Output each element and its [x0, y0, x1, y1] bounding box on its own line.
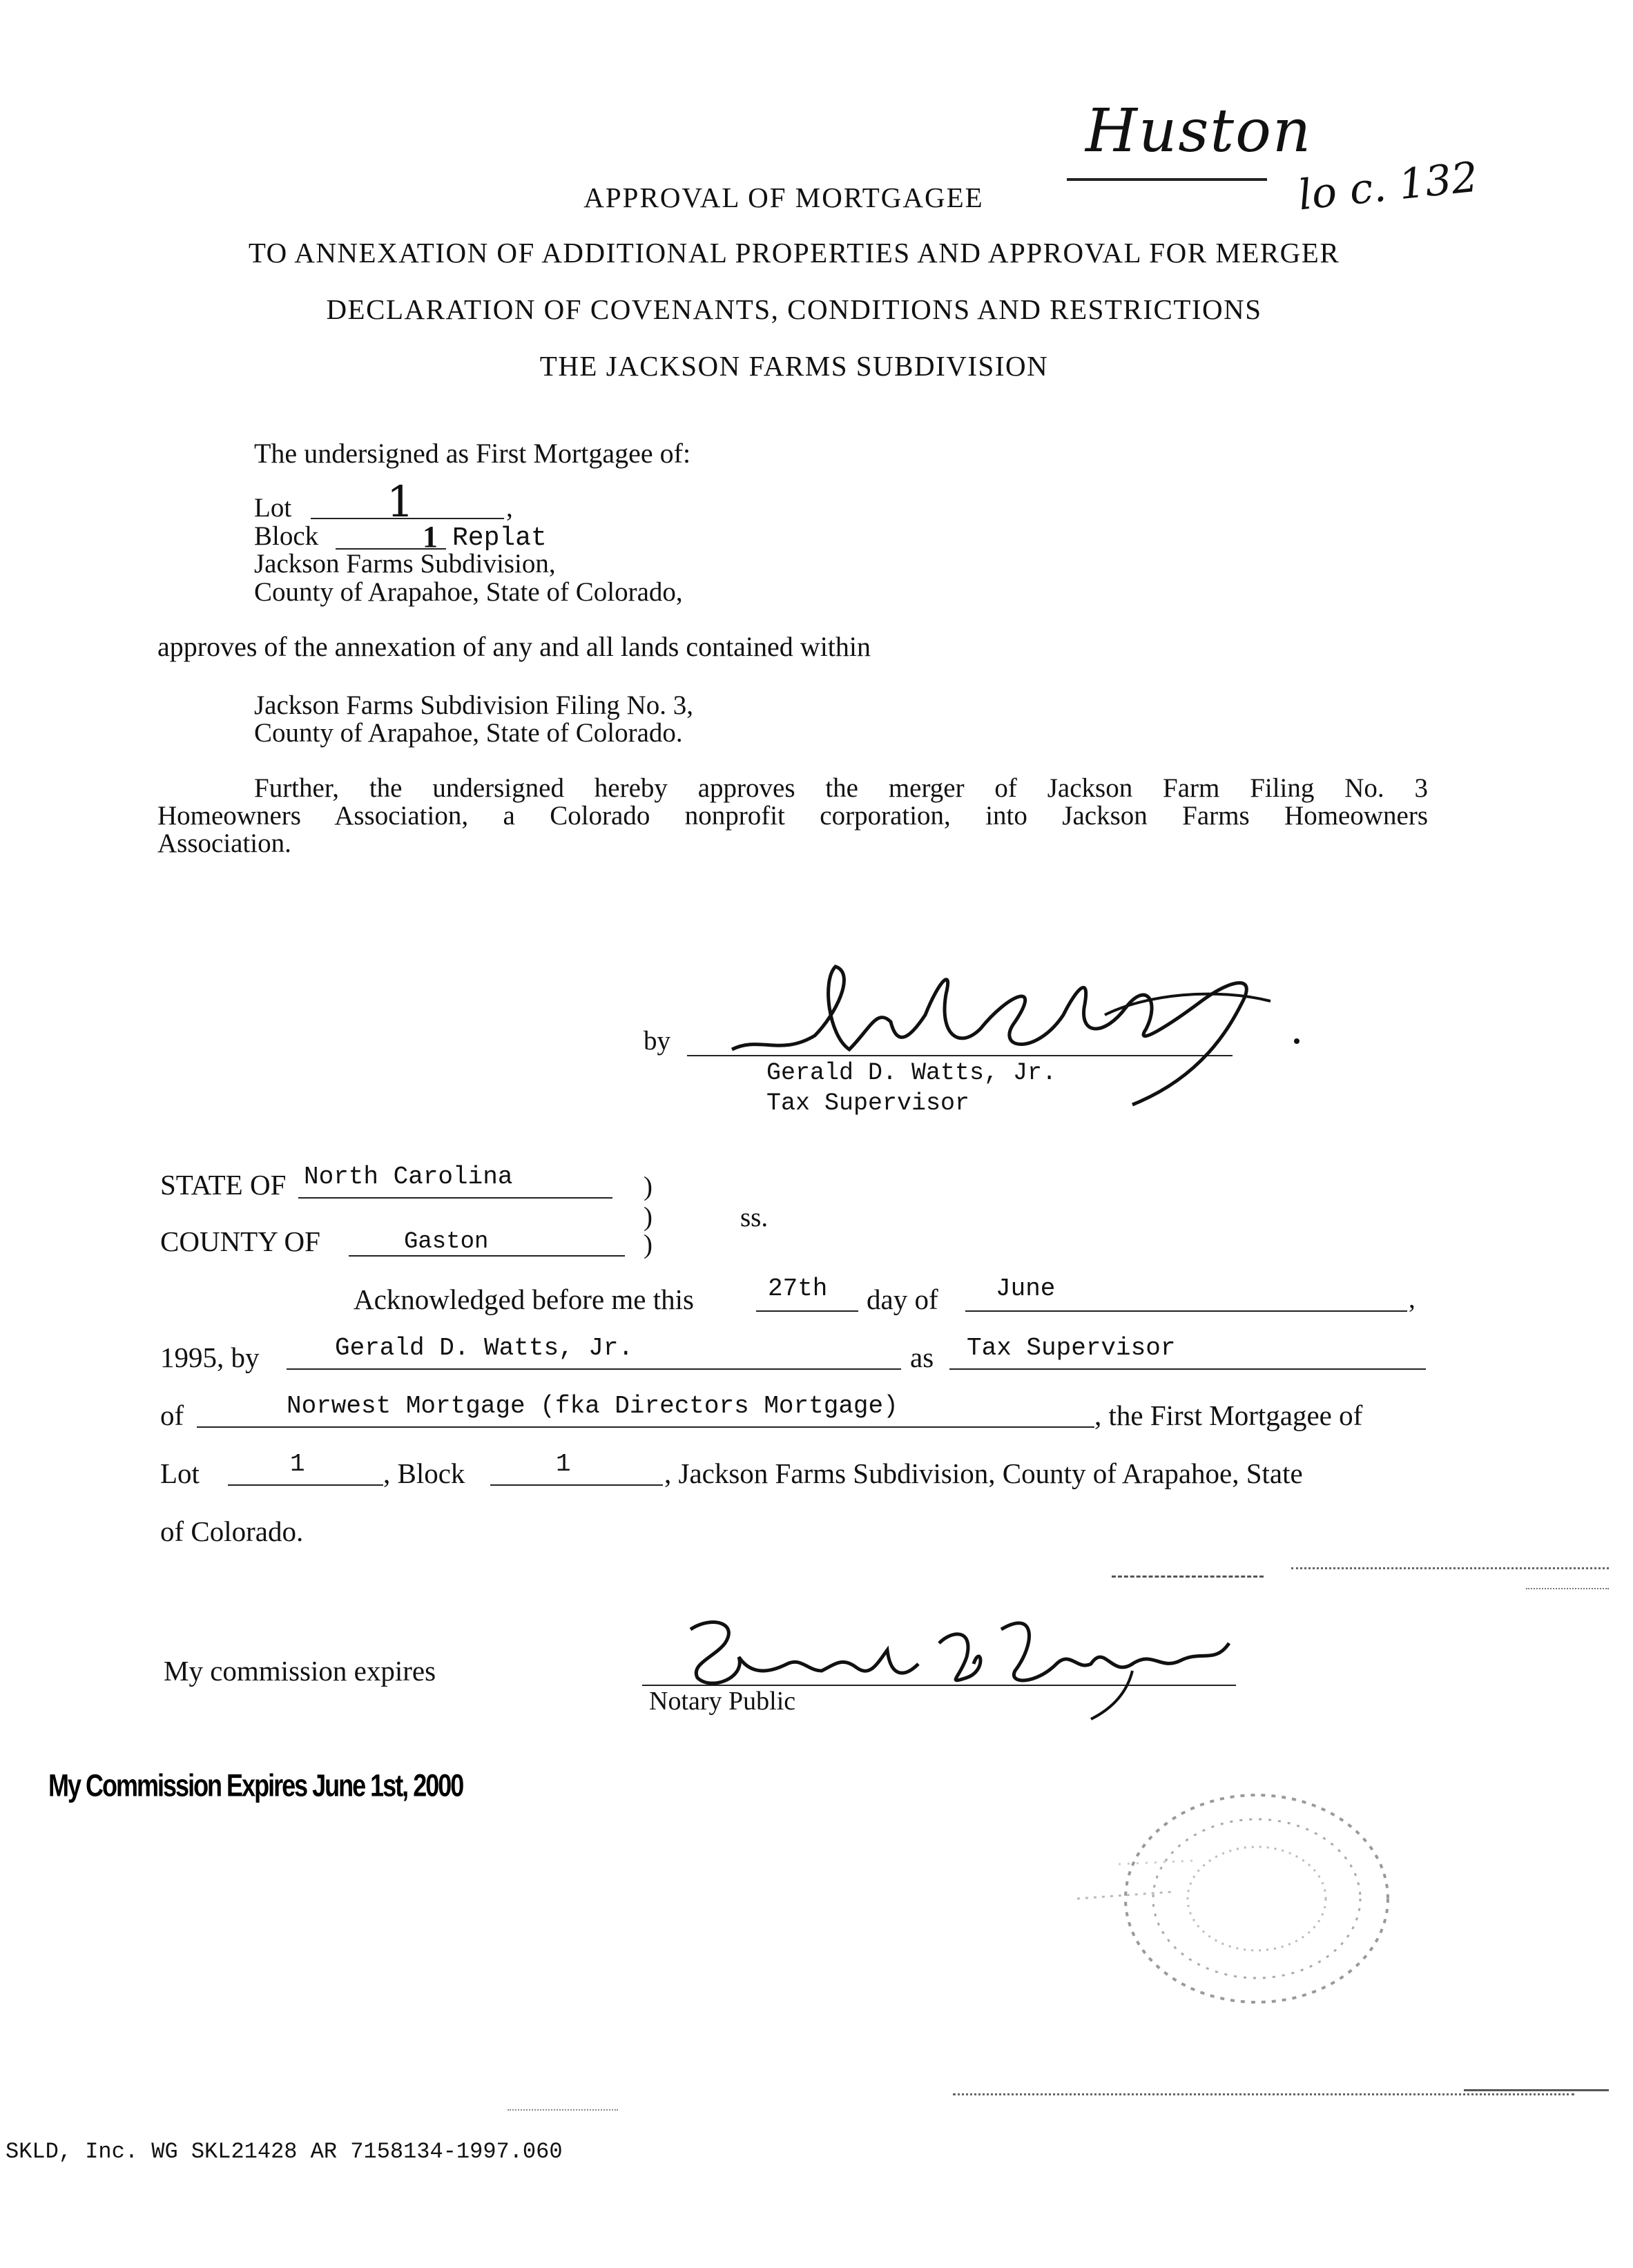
- person-line: [287, 1368, 901, 1370]
- handwritten-name: Huston: [1085, 97, 1313, 166]
- ack-block-label: , Block: [383, 1457, 465, 1489]
- state-line: [298, 1197, 612, 1199]
- merger-line-1: Further, the undersigned hereby approves the merger of Jackson Farm Filing No. 3: [254, 773, 1428, 803]
- commission-expires-label: My commission expires: [164, 1655, 436, 1687]
- lot-value: 1: [387, 476, 414, 527]
- month-comma: ,: [1409, 1284, 1415, 1314]
- scan-rule-bottom-2: [953, 2093, 1574, 2095]
- venue-paren-3: ): [644, 1230, 653, 1259]
- commission-expiration-stamp: My Commission Expires June 1st, 2000: [48, 1767, 463, 1803]
- company-value: Norwest Mortgage (fka Directors Mortgage): [287, 1392, 898, 1420]
- ack-lot-line: [228, 1484, 383, 1486]
- scan-rule-1: [1112, 1576, 1264, 1578]
- merger-line-3: Association.: [157, 828, 291, 858]
- first-mortgagee-text: , the First Mortgagee of: [1094, 1399, 1363, 1431]
- ack-block-line: [490, 1484, 663, 1486]
- approves-statement: approves of the annexation of any and all lands contained within: [157, 631, 871, 662]
- county-line: [349, 1255, 625, 1257]
- by-label: by: [644, 1026, 670, 1056]
- person-value: Gerald D. Watts, Jr.: [335, 1334, 634, 1362]
- block-label: Block: [254, 521, 319, 551]
- scan-rule-bottom-1: [508, 2109, 618, 2111]
- county-label: COUNTY OF: [160, 1225, 320, 1257]
- scan-rule-2: [1291, 1567, 1609, 1569]
- lot-label: Lot: [254, 493, 292, 523]
- document-title: APPROVAL OF MORTGAGEE: [583, 182, 984, 213]
- day-line: [756, 1310, 858, 1312]
- title-value: Tax Supervisor: [967, 1334, 1176, 1362]
- notary-seal: [1036, 1740, 1395, 2030]
- county-state: County of Arapahoe, State of Colorado,: [254, 577, 683, 607]
- footer-record-id: SKLD, Inc. WG SKL21428 AR 7158134-1997.060: [6, 2139, 563, 2164]
- undersigned-statement: The undersigned as First Mortgagee of:: [254, 438, 691, 469]
- day-of-label: day of: [867, 1283, 938, 1315]
- subdivision-name: Jackson Farms Subdivision,: [254, 549, 556, 579]
- state-value: North Carolina: [304, 1163, 513, 1191]
- day-value: 27th: [768, 1274, 828, 1303]
- mortgagee-title: Tax Supervisor: [766, 1089, 970, 1117]
- venue-paren-1: ): [644, 1172, 653, 1201]
- block-value: 1: [423, 520, 438, 554]
- filing-line-1: Jackson Farms Subdivision Filing No. 3,: [254, 690, 693, 720]
- ack-lot-label: Lot: [160, 1457, 200, 1489]
- filing-line-2: County of Arapahoe, State of Colorado.: [254, 718, 683, 748]
- block-suffix: Replat: [452, 523, 547, 553]
- of-label: of: [160, 1399, 184, 1431]
- venue-paren-2: ): [644, 1202, 653, 1232]
- document-subtitle-subdivision: THE JACKSON FARMS SUBDIVISION: [539, 350, 1049, 382]
- ack-text: Acknowledged before me this: [354, 1283, 694, 1315]
- title-line: [949, 1368, 1426, 1370]
- notary-public-label: Notary Public: [649, 1687, 796, 1716]
- as-label: as: [910, 1341, 934, 1373]
- scan-rule-bottom-3: [1464, 2089, 1609, 2091]
- document-subtitle-declaration: DECLARATION OF COVENANTS, CONDITIONS AND RESTRICTIONS: [326, 293, 1262, 325]
- ack-lot-value: 1: [290, 1450, 305, 1478]
- month-line: [965, 1310, 1407, 1312]
- ack-block-value: 1: [556, 1450, 571, 1478]
- ack-of-colorado: of Colorado.: [160, 1515, 304, 1547]
- company-line: [197, 1426, 1094, 1428]
- year-by-label: 1995, by: [160, 1341, 260, 1373]
- scan-rule-3: [1526, 1588, 1609, 1589]
- mortgagee-name: Gerald D. Watts, Jr.: [766, 1059, 1057, 1087]
- ack-location-text: , Jackson Farms Subdivision, County of Arapahoe, State: [664, 1457, 1303, 1489]
- merger-line-2: Homeowners Association, a Colorado nonprofit corporation, into Jackson Farms Homeowners: [157, 801, 1428, 831]
- document-subtitle-annexation: TO ANNEXATION OF ADDITIONAL PROPERTIES AND APPROVAL FOR MERGER: [248, 237, 1340, 269]
- state-label: STATE OF: [160, 1169, 287, 1201]
- ss-label: ss.: [740, 1203, 769, 1232]
- month-value: June: [996, 1274, 1056, 1303]
- handwritten-reference: lo c. 132: [1296, 153, 1480, 220]
- county-value: Gaston: [404, 1229, 489, 1255]
- lot-comma: ,: [506, 493, 513, 523]
